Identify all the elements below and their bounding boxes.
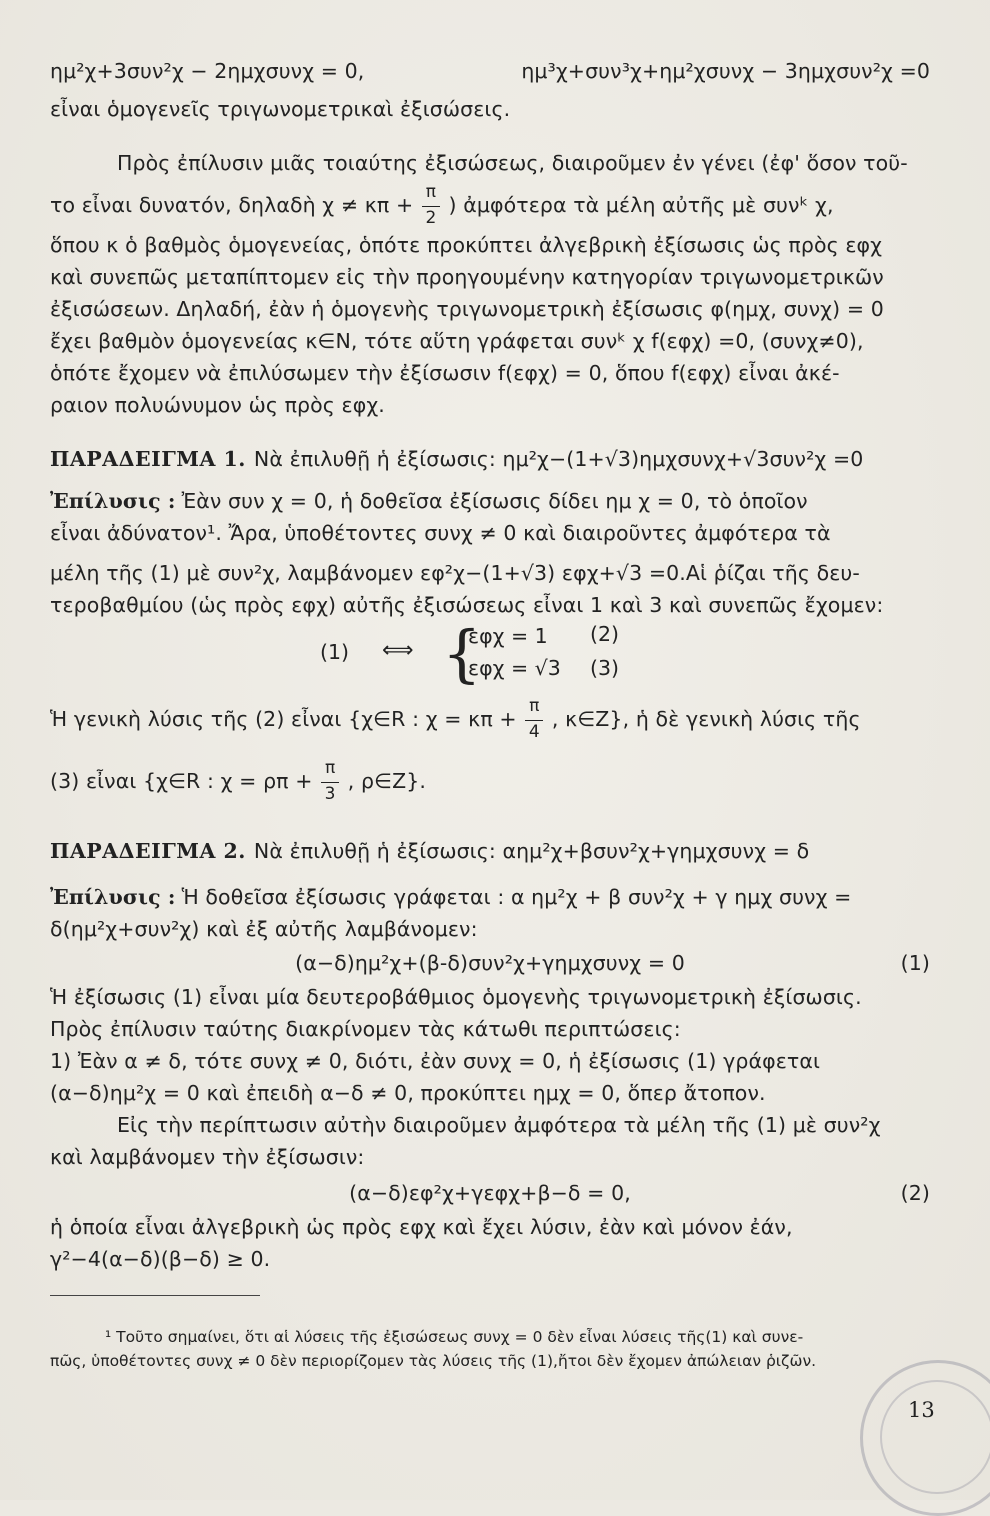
text-line: δ(ημ²χ+συν²χ) καὶ ἐξ αὐτῆς λαμβάνομεν:	[50, 917, 478, 941]
text-line: Ἡ γενικὴ λύσις τῆς (2) εἶναι {χ∈R : χ = κπ + $\frac{\pi}{4}$ , κ∈Z}, ἡ δὲ γενικὴ λύσις τῆς	[50, 696, 861, 742]
text-line: εἶναι ὁμογενεῖς τριγωνομετρικαὶ ἐξισώσεις.	[50, 97, 511, 121]
fraction: $\frac{\pi}{4}$	[523, 707, 545, 733]
text-line: (3) εἶναι {χ∈R : χ = ρπ + $\frac{\pi}{3}$ , ρ∈Z}.	[50, 758, 426, 804]
text-line: ὅπου κ ὁ βαθμὸς ὁμογενείας, ὁπότε προκύπτει ἀλγεβρικὴ ἐξίσωσις ὡς πρὸς εφχ	[50, 233, 883, 257]
text-line: (α−δ)ημ²χ+(β-δ)συν²χ+γημχσυνχ = 0 (1)	[295, 951, 930, 975]
text-line: ὁπότε ἔχομεν νὰ ἐπιλύσωμεν τὴν ἐξίσωσιν f(εφχ) = 0, ὅπου f(εφχ) εἶναι ἀκέ-	[50, 361, 840, 385]
library-stamp-inner	[880, 1380, 990, 1494]
equation-system: (1) ⟺ { εφχ = 1 (2) εφχ = √3 (3)	[320, 617, 620, 690]
equivalence-arrow: ⟺	[382, 638, 414, 663]
solution-label: Ἐπίλυσις :	[50, 885, 176, 909]
solution-label: Ἐπίλυσις :	[50, 489, 176, 513]
footnote-line: πῶς, ὑποθέτοντες συνχ ≠ 0 δὲν περιορίζομεν τὰς λύσεις τῆς (1),ἤτοι δὲν ἔχομεν ἀπώλειαν ῥιζῶν.	[50, 1352, 817, 1370]
fraction: $\frac{\pi}{3}$	[319, 769, 341, 795]
text-line	[50, 58, 930, 84]
text-line: Ἐπίλυσις : Ἐὰν συν χ = 0, ἡ δοθεῖσα ἐξίσωσις δίδει ημ χ = 0, τὸ ὁποῖον	[50, 489, 808, 513]
footnote-divider	[50, 1295, 260, 1296]
text-line: Πρὸς ἐπίλυσιν μιᾶς τοιαύτης ἐξισώσεως, διαιροῦμεν ἐν γένει (ἐφ' ὅσον τοῦ-	[117, 151, 908, 175]
text-line: καὶ συνεπῶς μεταπίπτομεν εἰς τὴν προηγουμένην κατηγορίαν τριγωνομετρικῶν	[50, 265, 884, 289]
text-line: Ἡ ἐξίσωσις (1) εἶναι μία δευτεροβάθμιος ὁμογενὴς τριγωνομετρικὴ ἐξίσωσις.	[50, 985, 862, 1009]
example-1-heading: ΠΑΡΑΔΕΙΓΜΑ 1. Νὰ ἐπιλυθῇ ἡ ἐξίσωσις: ημ²χ−(1+√3)ημχσυνχ+√3συν²χ =0	[50, 447, 864, 471]
page-number: 13	[908, 1398, 935, 1422]
footnote-line: ¹ Τοῦτο σημαίνει, ὅτι αἱ λύσεις τῆς ἐξισώσεως συνχ = 0 δὲν εἶναι λύσεις τῆς(1) καὶ συνε-	[105, 1328, 804, 1346]
equation-1: ημ²χ+3συν²χ − 2ημχσυνχ = 0,	[50, 59, 365, 83]
text-line: ἐξισώσεων. Δηλαδή, ἐὰν ἡ ὁμογενὴς τριγωνομετρικὴ ἐξίσωσις φ(ημχ, συνχ) = 0	[50, 297, 884, 321]
text-line: ραιον πολυώνυμον ὡς πρὸς εφχ.	[50, 393, 385, 417]
text-line: 1) Ἐὰν α ≠ δ, τότε συνχ ≠ 0, διότι, ἐὰν συνχ = 0, ἡ ἐξίσωσις (1) γράφεται	[50, 1049, 820, 1073]
equation-2: ημ³χ+συν³χ+ημ²χσυνχ − 3ημχσυν²χ =0	[521, 59, 930, 83]
text-line: καὶ λαμβάνομεν τὴν ἐξίσωσιν:	[50, 1145, 365, 1169]
text-line: μέλη τῆς (1) μὲ συν²χ, λαμβάνομεν εφ²χ−(1+√3) εφχ+√3 =0.Αἱ ῥίζαι τῆς δευ-	[50, 561, 860, 585]
text-line: ἡ ὁποία εἶναι ἀλγεβρικὴ ὡς πρὸς εφχ καὶ ἔχει λύσιν, ἐὰν καὶ μόνον ἐάν,	[50, 1215, 793, 1239]
text-line: Ἐπίλυσις : Ἡ δοθεῖσα ἐξίσωσις γράφεται : α ημ²χ + β συν²χ + γ ημχ συνχ =	[50, 885, 852, 909]
text-line: τεροβαθμίου (ὡς πρὸς εφχ) αὐτῆς ἐξισώσεως εἶναι 1 καὶ 3 καὶ συνεπῶς ἔχομεν:	[50, 593, 884, 617]
text-line: Εἰς τὴν περίπτωσιν αὐτὴν διαιροῦμεν ἀμφότερα τὰ μέλη τῆς (1) μὲ συν²χ	[117, 1113, 881, 1137]
brace: {	[442, 617, 482, 690]
fraction: $\frac{\pi}{2}$	[420, 193, 442, 219]
text-line: Πρὸς ἐπίλυσιν ταύτης διακρίνομεν τὰς κάτωθι περιπτώσεις:	[50, 1017, 681, 1041]
text-line: ἔχει βαθμὸν ὁμογενείας κ∈N, τότε αὕτη γράφεται συνᵏ χ f(εφχ) =0, (συνχ≠0),	[50, 329, 864, 353]
text-line: γ²−4(α−δ)(β−δ) ≥ 0.	[50, 1247, 271, 1271]
text-line: εἶναι ἀδύνατον¹. Ἄρα, ὑποθέτοντες συνχ ≠ 0 καὶ διαιροῦντες ἀμφότερα τὰ	[50, 521, 831, 545]
example-2-heading: ΠΑΡΑΔΕΙΓΜΑ 2. Νὰ ἐπιλυθῇ ἡ ἐξίσωσις: αημ²χ+βσυν²χ+γημχσυνχ = δ	[50, 839, 810, 863]
text-line: (α−δ)ημ²χ = 0 καὶ ἐπειδὴ α−δ ≠ 0, προκύπτει ημχ = 0, ὅπερ ἄτοπον.	[50, 1081, 766, 1105]
text-line: το εἶναι δυνατόν, δηλαδὴ χ ≠ κπ + $\frac{\pi}{2}$ ) ἀμφότερα τὰ μέλη αὐτῆς μὲ συνᵏ χ,	[50, 182, 834, 228]
text-line: (α−δ)εφ²χ+γεφχ+β−δ = 0, (2)	[349, 1181, 930, 1205]
